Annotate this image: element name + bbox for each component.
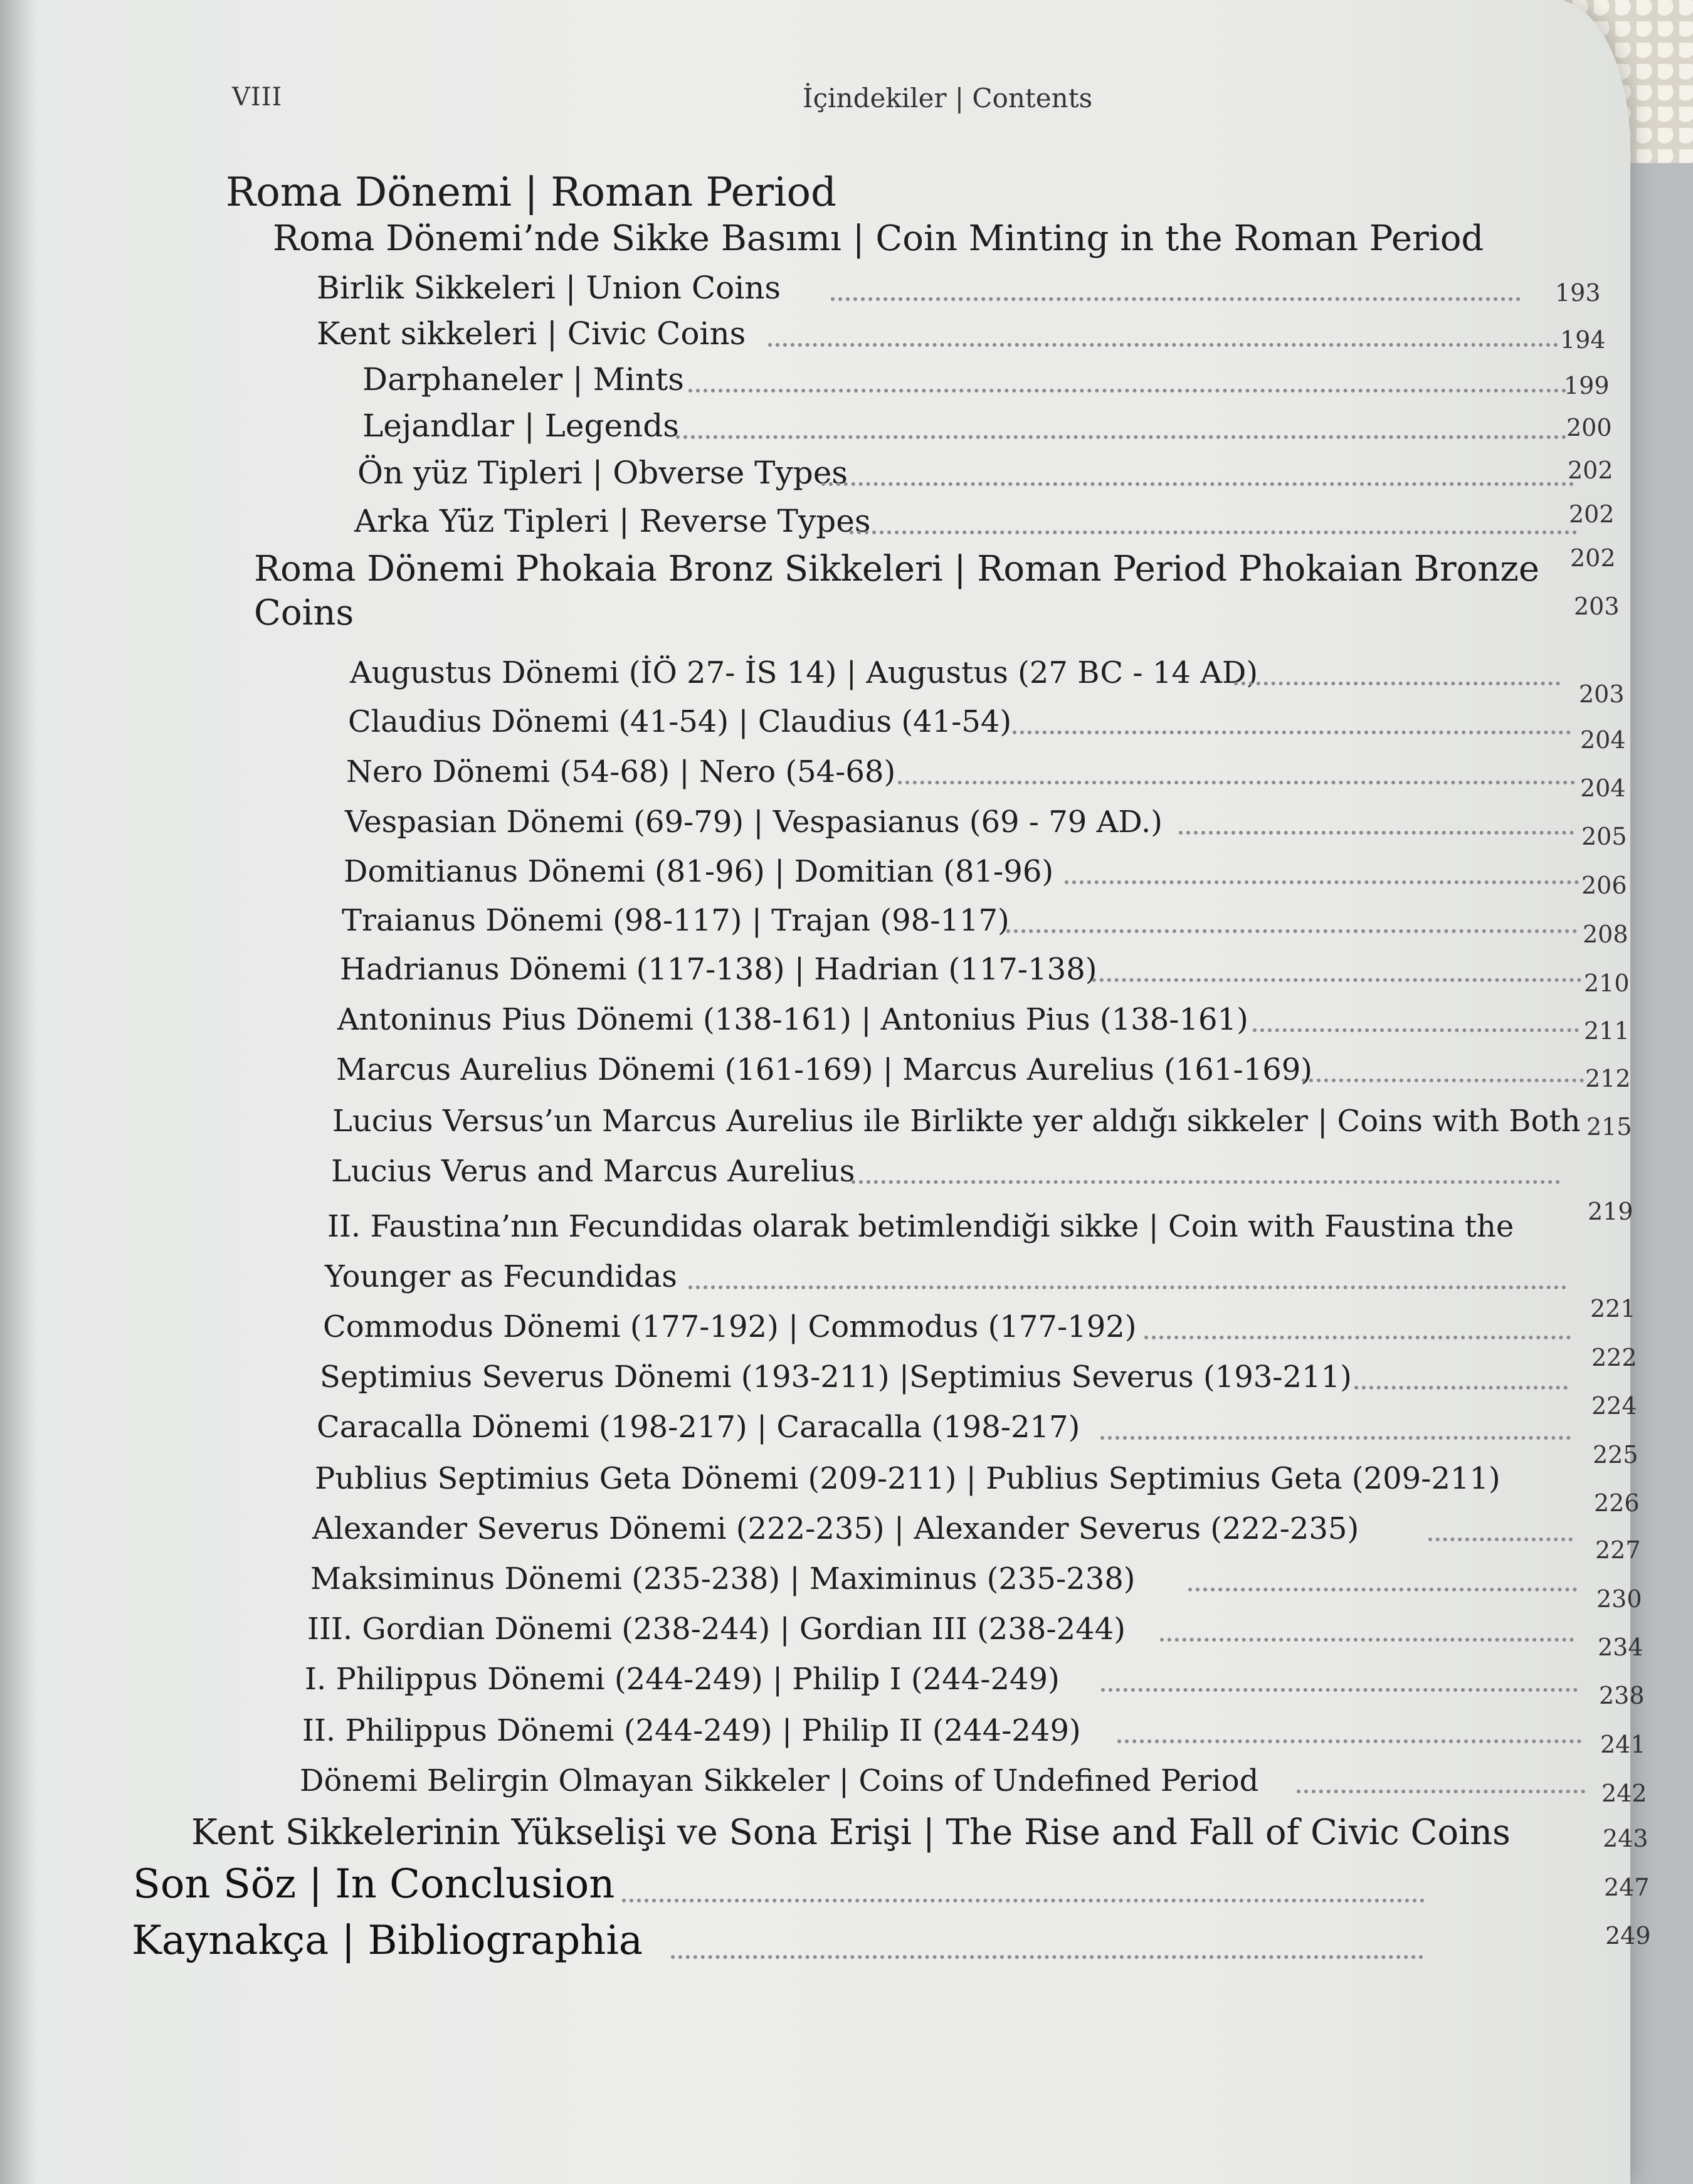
toc-entry-lucius-verus-cont xyxy=(331,1154,855,1189)
toc-entry-text: Septimius Severus Dönemi (193-211) |Septimius Severus (193-211) xyxy=(320,1359,1352,1395)
toc-entry-text: Publius Septimius Geta Dönemi (209-211) | Publius Septimius Geta (209-211) xyxy=(315,1461,1500,1496)
toc-page-number: 202 xyxy=(1568,456,1613,484)
toc-page-number: 202 xyxy=(1569,500,1615,528)
toc-page-number: 204 xyxy=(1580,774,1626,802)
toc-entry-text: Traianus Dönemi (98-117) | Trajan (98-117) xyxy=(342,903,1010,938)
toc-entry-text: Maksiminus Dönemi (235-238) | Maximinus (235-238) xyxy=(310,1561,1136,1596)
toc-entry-text: Hadrianus Dönemi (117-138) | Hadrian (117-138) xyxy=(340,952,1097,987)
toc-entry-antoninus-pius xyxy=(337,1002,1248,1037)
toc-entry-trajan xyxy=(342,903,1010,938)
toc-page-number: 224 xyxy=(1591,1392,1637,1420)
section-title: İçindekiler | Contents xyxy=(803,83,1093,113)
toc-entry-text: Ön yüz Tipleri | Obverse Types xyxy=(357,455,848,491)
toc-entry-civic-coins xyxy=(317,315,746,352)
toc-entry-augustus xyxy=(350,655,1258,690)
toc-page-number: 249 xyxy=(1605,1922,1651,1949)
toc-page-number: 234 xyxy=(1598,1633,1643,1661)
toc-entry-text: Caracalla Dönemi (198-217) | Caracalla (198-217) xyxy=(317,1410,1080,1445)
toc-entry-faustina-cont xyxy=(325,1259,677,1294)
toc-entry-conclusion xyxy=(133,1861,614,1907)
toc-page-number: 194 xyxy=(1560,326,1606,354)
toc-page-number: 205 xyxy=(1581,823,1627,850)
toc-entry-text: Kaynakça | Bibliographia xyxy=(132,1918,643,1964)
toc-entry-text: II. Philippus Dönemi (244-249) | Philip II (244-249) xyxy=(302,1713,1081,1748)
toc-entry-text: Kent sikkeleri | Civic Coins xyxy=(317,315,746,352)
toc-entry-text: Claudius Dönemi (41-54) | Claudius (41-54) xyxy=(348,704,1012,739)
toc-entry-domitian xyxy=(344,854,1053,889)
toc-entry-claudius xyxy=(348,704,1011,739)
toc-entry-text: Roma Dönemi’nde Sikke Basımı | Coin Minting in the Roman Period xyxy=(273,218,1484,259)
toc-entry-gordian-iii xyxy=(307,1612,1126,1647)
toc-entry-philip-ii xyxy=(302,1713,1081,1748)
toc-entry-text: Roma Dönemi Phokaia Bronz Sikkeleri | Roman Period Phokaian Bronze xyxy=(254,549,1540,589)
toc-entry-legends xyxy=(362,408,679,444)
toc-entry-text: Dönemi Belirgin Olmayan Sikkeler | Coins of Undefined Period xyxy=(300,1763,1259,1798)
toc-page-number: 206 xyxy=(1581,872,1627,899)
toc-entry-lucius-verus xyxy=(332,1104,1581,1139)
toc-entry-text: Birlik Sikkeleri | Union Coins xyxy=(317,270,781,306)
toc-entry-septimius-severus xyxy=(320,1359,1352,1395)
toc-page-number: 204 xyxy=(1580,726,1626,754)
toc-entry-faustina xyxy=(327,1209,1514,1244)
toc-entry-caracalla xyxy=(317,1410,1080,1445)
toc-page-number: 241 xyxy=(1600,1731,1646,1758)
toc-entry-hadrian xyxy=(340,952,1097,987)
toc-page-number: 222 xyxy=(1591,1344,1637,1371)
toc-entry-text: I. Philippus Dönemi (244-249) | Philip I (244-249) xyxy=(305,1662,1060,1697)
toc-entry-philip-i xyxy=(305,1662,1060,1697)
toc-entry-text: Commodus Dönemi (177-192) | Commodus (177-192) xyxy=(323,1309,1137,1344)
toc-entry-text: II. Faustina’nın Fecundidas olarak betimlendiği sikke | Coin with Faustina the xyxy=(327,1209,1514,1244)
running-head xyxy=(232,75,1555,125)
toc-page-number: 215 xyxy=(1586,1113,1632,1141)
toc-page-number: 203 xyxy=(1579,680,1625,708)
toc-page-number: 238 xyxy=(1599,1682,1645,1709)
toc-entry-text: Vespasian Dönemi (69-79) | Vespasianus (69 - 79 AD.) xyxy=(345,804,1163,840)
toc-entry-alexander-severus xyxy=(312,1511,1359,1546)
toc-entry-text: Nero Dönemi (54-68) | Nero (54-68) xyxy=(346,754,896,789)
toc-entry-text: Augustus Dönemi (İÖ 27- İS 14) | Augustus (27 BC - 14 AD) xyxy=(350,655,1258,690)
toc-entry-marcus-aurelius xyxy=(336,1052,1312,1087)
toc-entry-text: Younger as Fecundidas xyxy=(325,1259,677,1294)
toc-entry-text: Coins xyxy=(254,593,354,633)
toc-page-number: 199 xyxy=(1564,372,1610,399)
toc-entry-text: Son Söz | In Conclusion xyxy=(133,1861,615,1907)
toc-entry-roman-period xyxy=(226,169,836,216)
toc-entry-bibliographia xyxy=(132,1918,643,1964)
toc-entry-text: Kent Sikkelerinin Yükselişi ve Sona Erişi | The Rise and Fall of Civic Coins xyxy=(191,1812,1511,1853)
toc-page-number: 208 xyxy=(1583,921,1628,948)
toc-entry-text: Marcus Aurelius Dönemi (161-169) | Marcus Aurelius (161-169) xyxy=(336,1052,1312,1087)
toc-page-number: 242 xyxy=(1601,1780,1647,1807)
toc-page-number: 202 xyxy=(1570,544,1616,572)
toc-entry-text: Lucius Versus’un Marcus Aurelius ile Birlikte yer aldığı sikkeler | Coins with Both xyxy=(332,1104,1581,1139)
toc-page-number: 219 xyxy=(1588,1198,1633,1225)
toc-page-number: 210 xyxy=(1584,969,1630,997)
toc-entry-coin-minting xyxy=(273,218,1484,259)
toc-page-number: 212 xyxy=(1585,1065,1631,1092)
table-of-contents xyxy=(0,157,1651,2038)
toc-entry-rise-and-fall xyxy=(191,1812,1511,1853)
toc-entry-text: Darphaneler | Mints xyxy=(362,361,684,398)
toc-page-number: 211 xyxy=(1584,1017,1630,1045)
toc-entry-reverse-types xyxy=(354,503,871,539)
toc-entry-commodus xyxy=(323,1309,1137,1344)
toc-entry-text: Roma Dönemi | Roman Period xyxy=(226,169,836,216)
toc-page-number: 243 xyxy=(1603,1825,1648,1852)
toc-entry-text: Domitianus Dönemi (81-96) | Domitian (81-96) xyxy=(344,854,1054,889)
toc-entry-union-coins xyxy=(317,270,781,306)
toc-entry-text: Lucius Verus and Marcus Aurelius xyxy=(331,1154,855,1189)
toc-page-number: 203 xyxy=(1574,593,1620,620)
toc-entry-mints xyxy=(362,361,684,398)
toc-entry-text: Antoninus Pius Dönemi (138-161) | Antonius Pius (138-161) xyxy=(337,1002,1248,1037)
toc-page-number: 221 xyxy=(1590,1295,1636,1322)
toc-page-number: 226 xyxy=(1594,1489,1640,1517)
toc-page-number: 227 xyxy=(1595,1536,1641,1564)
toc-page-number: 247 xyxy=(1604,1874,1650,1901)
toc-page-number: 230 xyxy=(1596,1585,1642,1613)
toc-entry-phokaian-bronze-cont xyxy=(254,593,354,633)
toc-entry-text: Arka Yüz Tipleri | Reverse Types xyxy=(354,503,871,539)
toc-entry-geta xyxy=(315,1461,1500,1496)
toc-entry-obverse-types xyxy=(357,455,848,491)
toc-page-number: 225 xyxy=(1593,1441,1638,1469)
toc-entry-maximinus xyxy=(310,1561,1136,1596)
toc-entry-vespasian xyxy=(345,804,1163,840)
toc-entry-text: Alexander Severus Dönemi (222-235) | Alexander Severus (222-235) xyxy=(312,1511,1359,1546)
toc-page-number: 193 xyxy=(1555,279,1601,307)
toc-entry-nero xyxy=(346,754,895,789)
toc-entry-undefined-period xyxy=(300,1763,1258,1798)
toc-entry-text: III. Gordian Dönemi (238-244) | Gordian III (238-244) xyxy=(307,1612,1126,1647)
toc-entry-text: Lejandlar | Legends xyxy=(362,408,679,444)
toc-entry-phokaian-bronze xyxy=(254,549,1539,589)
page-folio: VIII xyxy=(232,83,283,112)
toc-page-number: 200 xyxy=(1566,414,1612,441)
